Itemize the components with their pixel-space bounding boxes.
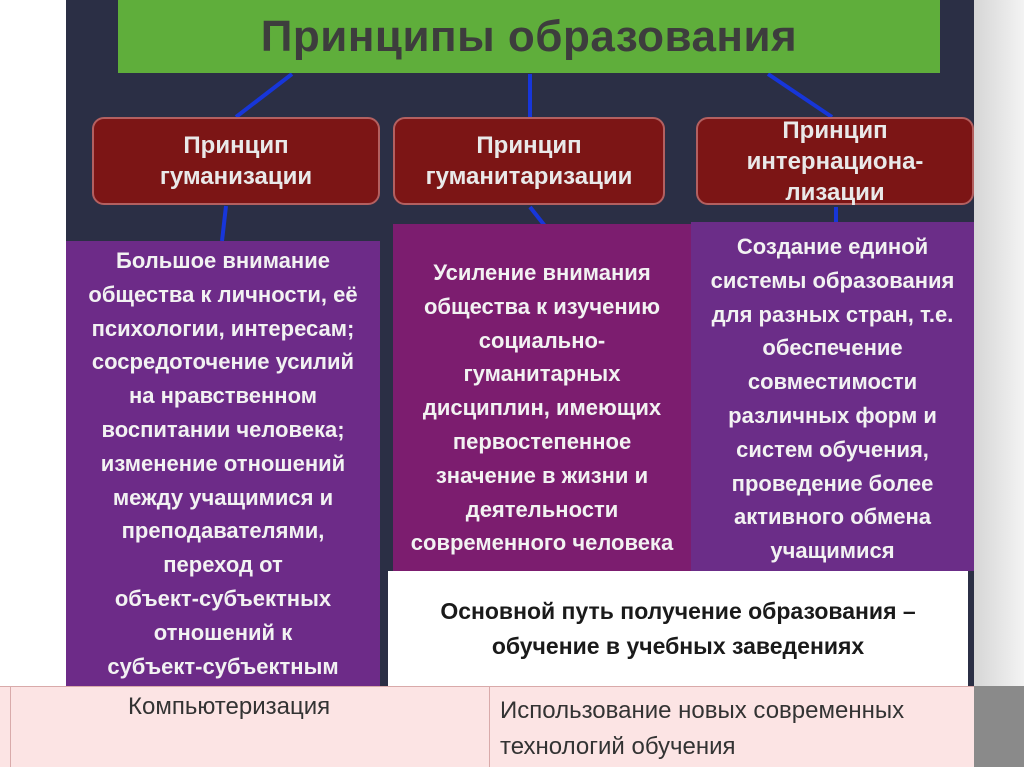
principle-humanization: Принцип гуманизации xyxy=(92,117,380,205)
description-internationalization: Создание единой системы образования для разных стран, т.е. обеспечение совместимости различных форм и систем обучения, проведение более активного обмена учащимися xyxy=(691,222,974,571)
diagram-title: Принципы образования xyxy=(260,11,798,61)
table-cell-technologies: Использование новых современных технологий обучения xyxy=(489,686,974,767)
table-cell-empty xyxy=(0,686,10,767)
connector-title-left xyxy=(236,74,292,117)
table-cell-scroll-gutter xyxy=(974,686,1024,767)
principle-internationalization: Принцип интернациона- лизации xyxy=(696,117,974,205)
connector-left-desc xyxy=(222,206,226,241)
principle-humanitarization: Принцип гуманитаризации xyxy=(393,117,665,205)
main-path-note: Основной путь получение образования – обучение в учебных заведениях xyxy=(388,571,968,686)
connector-title-right xyxy=(768,74,832,117)
description-humanization: Большое внимание общества к личности, её психологии, интересам; сосредоточение усилий на нравственном воспитании человека; изменение отношений между учащимися и преподавателями, переход от объект-субъектных отношений к субъект-субъектным xyxy=(66,241,380,686)
table-cell-computerization: Компьютеризация xyxy=(10,686,489,767)
table-row xyxy=(0,686,1024,767)
description-humanitarization: Усиление внимания общества к изучению социально- гуманитарных дисциплин, имеющих первостепенное значение в жизни и деятельности современного человека xyxy=(393,224,691,571)
title-banner xyxy=(118,0,940,73)
